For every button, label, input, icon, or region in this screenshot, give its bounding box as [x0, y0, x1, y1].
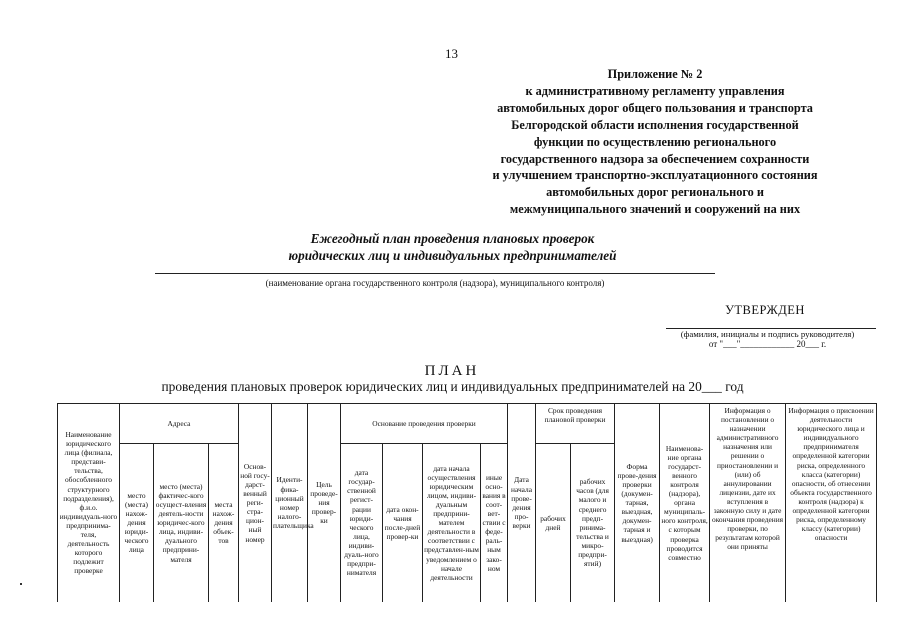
col-last-check: дата окон-чания после-дней провер-ки — [383, 444, 423, 602]
col-purpose: Цель проведе-ния провер-ки — [308, 404, 341, 602]
plan-title — [200, 230, 705, 264]
col-joint-org: Наименова-ние органа государст-венного контроля (надзора), органа муниципаль-ного контроля, с которым проверка проводится совместно — [660, 404, 710, 602]
appendix-line: Приложение № 2 — [607, 67, 703, 81]
appendix-line: к административному регламенту управления — [525, 83, 785, 98]
col-registration-date: дата государ-ственной регист-рации юриди-ческого лица, индиви-дуаль-ного предпри-нимателя — [341, 444, 383, 602]
plan-heading: ПЛАН — [424, 363, 480, 379]
col-activity-start-text: дата начала осуществления юридическим лицом, индиви-дуальным предприни-мателем деятельности в соответствии с представлен-ным уведомлением о начале деятельности — [424, 463, 479, 582]
col-activity-place: место (места) фактичес-кого осущест-вления деятель-ности юридичес-кого лица, индиви-дуального предприни-мателя — [154, 444, 209, 602]
col-ogrn: Основ-ной госу-дарст-венный реги-стра-цион-ный номер — [239, 404, 272, 602]
appendix-line: государственного надзора за обеспечением сохранности — [500, 151, 810, 166]
col-other-basis: иные осно-вания в соот-вет-ствии с феде-раль-ным зако-ном — [481, 444, 508, 602]
plan-title-line-1: Ежегодный план проведения плановых проверок — [310, 231, 595, 246]
group-basis: Основание проведения проверки — [341, 404, 508, 444]
col-work-days: рабочих дней — [536, 444, 571, 602]
appendix-line: автомобильных дорог общего пользования и транспорта — [497, 100, 813, 115]
col-location: место (места) нахож-дения юриди-ческого лица — [120, 444, 154, 602]
appendix-line: Белгородской области исполнения государственной — [511, 117, 799, 132]
org-name-line — [155, 273, 715, 274]
org-name-caption: (наименование органа государственного контроля (надзора), муниципального контроля) — [265, 278, 605, 288]
col-risk-info — [786, 404, 877, 602]
col-license-info-text: Информация о постановлении о назначении административного назначения или решении о приостановлении и (или) об аннулировании лицензии, дате их вступления в законную силу и дате окончания проведения проверки, по результатам которой они приняты — [712, 406, 784, 552]
col-work-hours: рабочих часов (для малого и среднего предп-ринима-тельства и микро-предпри-ятий) — [571, 444, 615, 602]
margin-dot — [20, 583, 22, 585]
page-number: 13 — [445, 46, 458, 61]
col-risk-info-text: Информация о присвоении деятельности юридического лица и индивидуального предпринимателя определенной категории риска, определенного класса (категории) опасности, об отнесении объекта государственного контроля (надзора) к определенной категории риска, определенному классу (категории) опасности — [788, 406, 874, 543]
signature-caption: (фамилия, инициалы и подпись руководителя) — [680, 329, 855, 339]
col-entity-name — [58, 404, 120, 602]
col-inn: Иденти-фика-ционный номер налого-плательщика — [272, 404, 308, 602]
approved-label: УТВЕРЖДЕН — [725, 303, 805, 317]
appendix-line: автомобильных дорог регионального и — [546, 185, 764, 200]
col-license-info — [710, 404, 786, 602]
col-start-date: Дата начала прове-дения про-верки — [508, 404, 536, 602]
group-addresses: Адреса — [120, 404, 239, 444]
appendix-line: функции по осуществлению регионального — [533, 134, 777, 149]
col-activity-start — [423, 444, 481, 602]
approval-date: от "___"____________ 20___ г. — [708, 339, 827, 349]
appendix-line: межмуниципального значений и сооружений на них — [509, 202, 801, 217]
group-duration: Срок проведения плановой проверки — [536, 404, 615, 444]
col-objects: места нахож-дения объек-тов — [209, 444, 239, 602]
appendix-line: и улучшением транспортно-эксплуатационного состояния — [492, 168, 818, 183]
plan-title-line-2: юридических лиц и индивидуальных предпринимателей — [288, 248, 617, 263]
appendix-header — [420, 66, 890, 218]
plan-subtitle: проведения плановых проверок юридических лиц и индивидуальных предпринимателей на 20___ год — [161, 379, 744, 394]
col-entity-name-text: Наименование юридического лица (филиала, представи-тельства, обособленного структурного подразделения), ф.и.о. индивидуаль-ного предпринима-теля, деятельность которого подлежит проверке — [59, 430, 118, 576]
inspection-plan-table — [57, 403, 877, 602]
col-form: Форма прове-дения проверки (докумен-тарная, выездная, докумен-тарная и выездная) — [615, 404, 660, 602]
